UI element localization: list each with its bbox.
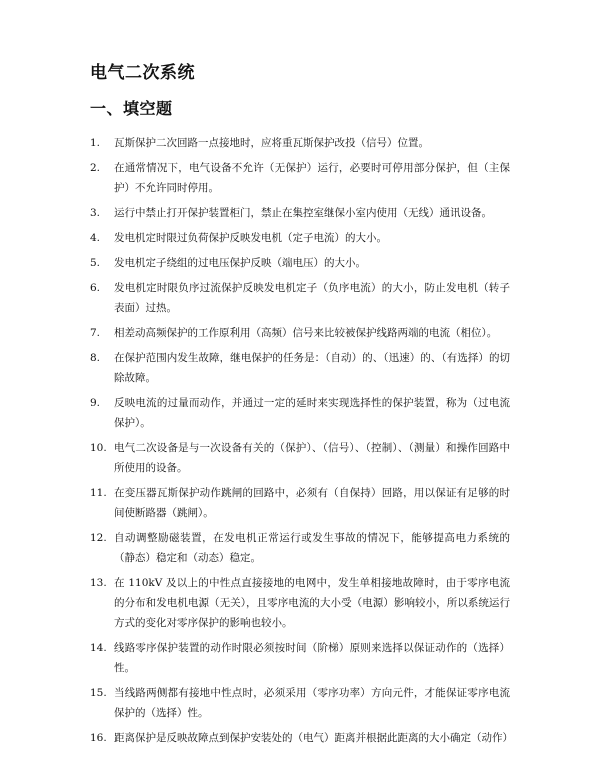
list-item bbox=[90, 203, 510, 223]
list-item bbox=[90, 393, 510, 433]
page-title: 电气二次系统 bbox=[90, 63, 195, 83]
item-text: 自动调整励磁装置，在发电机正常运行或发生事故的情况下，能够提高电力系统的（静态）稳定和（动态）稳定。 bbox=[114, 532, 510, 564]
item-text: 在保护范围内发生故障，继电保护的任务是：（自动）的、（迅速）的、（有选择）的切除故障。 bbox=[114, 352, 510, 384]
item-text: 线路零序保护装置的动作时限必须按时间（阶梯）原则来选择以保证动作的（选择）性。 bbox=[114, 642, 510, 674]
item-text: 当线路两侧都有接地中性点时，必须采用（零序功率）方向元件，才能保证零序电流保护的（选择）性。 bbox=[114, 687, 510, 719]
item-number: 13. bbox=[90, 577, 107, 589]
section-heading: 一、填空题 bbox=[90, 99, 173, 118]
item-text: 电气二次设备是与一次设备有关的（保护）、（信号）、（控制）、（测量）和操作回路中所使用的设备。 bbox=[114, 442, 510, 474]
item-number: 5. bbox=[90, 257, 101, 269]
item-number: 6. bbox=[90, 282, 101, 294]
item-number: 2. bbox=[90, 162, 101, 174]
item-text: 发电机定时限过负荷保护反映发电机（定子电流）的大小。 bbox=[114, 232, 387, 244]
item-number: 14. bbox=[90, 642, 107, 654]
item-text: 在通常情况下，电气设备不允许（无保护）运行，必要时可停用部分保护，但（主保护）不允许同时停用。 bbox=[114, 162, 510, 194]
item-number: 7. bbox=[90, 327, 101, 339]
item-number: 9. bbox=[90, 397, 101, 409]
list-item bbox=[90, 348, 510, 388]
question-list bbox=[90, 133, 513, 753]
item-text: 距离保护是反映故障点到保护安装处的（电气）距离并根据此距离的大小确定（动作） bbox=[114, 732, 513, 744]
list-item bbox=[90, 438, 510, 478]
item-text: 发电机定时限负序过流保护反映发电机定子（负序电流）的大小，防止发电机（转子表面）过热。 bbox=[114, 282, 510, 314]
item-number: 16. bbox=[90, 732, 107, 744]
list-item bbox=[90, 573, 510, 633]
item-text: 相差动高频保护的工作原利用（高频）信号来比较被保护线路两端的电流（相位）。 bbox=[114, 327, 498, 339]
item-number: 12. bbox=[90, 532, 107, 544]
list-item bbox=[90, 683, 510, 723]
item-number: 15. bbox=[90, 687, 107, 699]
list-item bbox=[90, 228, 510, 248]
item-text: 发电机定子绕组的过电压保护反映（端电压）的大小。 bbox=[114, 257, 366, 269]
item-number: 8. bbox=[90, 352, 101, 364]
item-number: 10. bbox=[90, 442, 107, 454]
list-item bbox=[90, 323, 510, 343]
list-item bbox=[90, 158, 510, 198]
item-text: 在变压器瓦斯保护动作跳闸的回路中，必须有（自保持）回路，用以保证有足够的时间使断路器（跳闸）。 bbox=[114, 487, 510, 519]
item-text: 瓦斯保护二次回路一点接地时，应将重瓦斯保护改投（信号）位置。 bbox=[114, 137, 429, 149]
item-number: 1. bbox=[90, 137, 101, 149]
list-item bbox=[90, 133, 510, 153]
item-text: 运行中禁止打开保护装置柜门，禁止在集控室继保小室内使用（无线）通讯设备。 bbox=[114, 207, 492, 219]
list-item bbox=[90, 278, 510, 318]
item-text: 在 110kV 及以上的中性点直接接地的电网中，发生单相接地故障时，由于零序电流的分布和发电机电源（无关），且零序电流的大小受（电源）影响较小，所以系统运行方式的变化对零序保护的影响也较小。 bbox=[114, 577, 510, 629]
item-number: 4. bbox=[90, 232, 101, 244]
list-item bbox=[90, 638, 510, 678]
item-number: 11. bbox=[90, 487, 107, 499]
item-text: 反映电流的过量而动作，并通过一定的延时来实现选择性的保护装置，称为（过电流保护）。 bbox=[114, 397, 510, 429]
item-number: 3. bbox=[90, 207, 101, 219]
list-item bbox=[90, 528, 510, 568]
list-item bbox=[90, 728, 513, 748]
list-item bbox=[90, 483, 510, 523]
list-item bbox=[90, 253, 510, 273]
